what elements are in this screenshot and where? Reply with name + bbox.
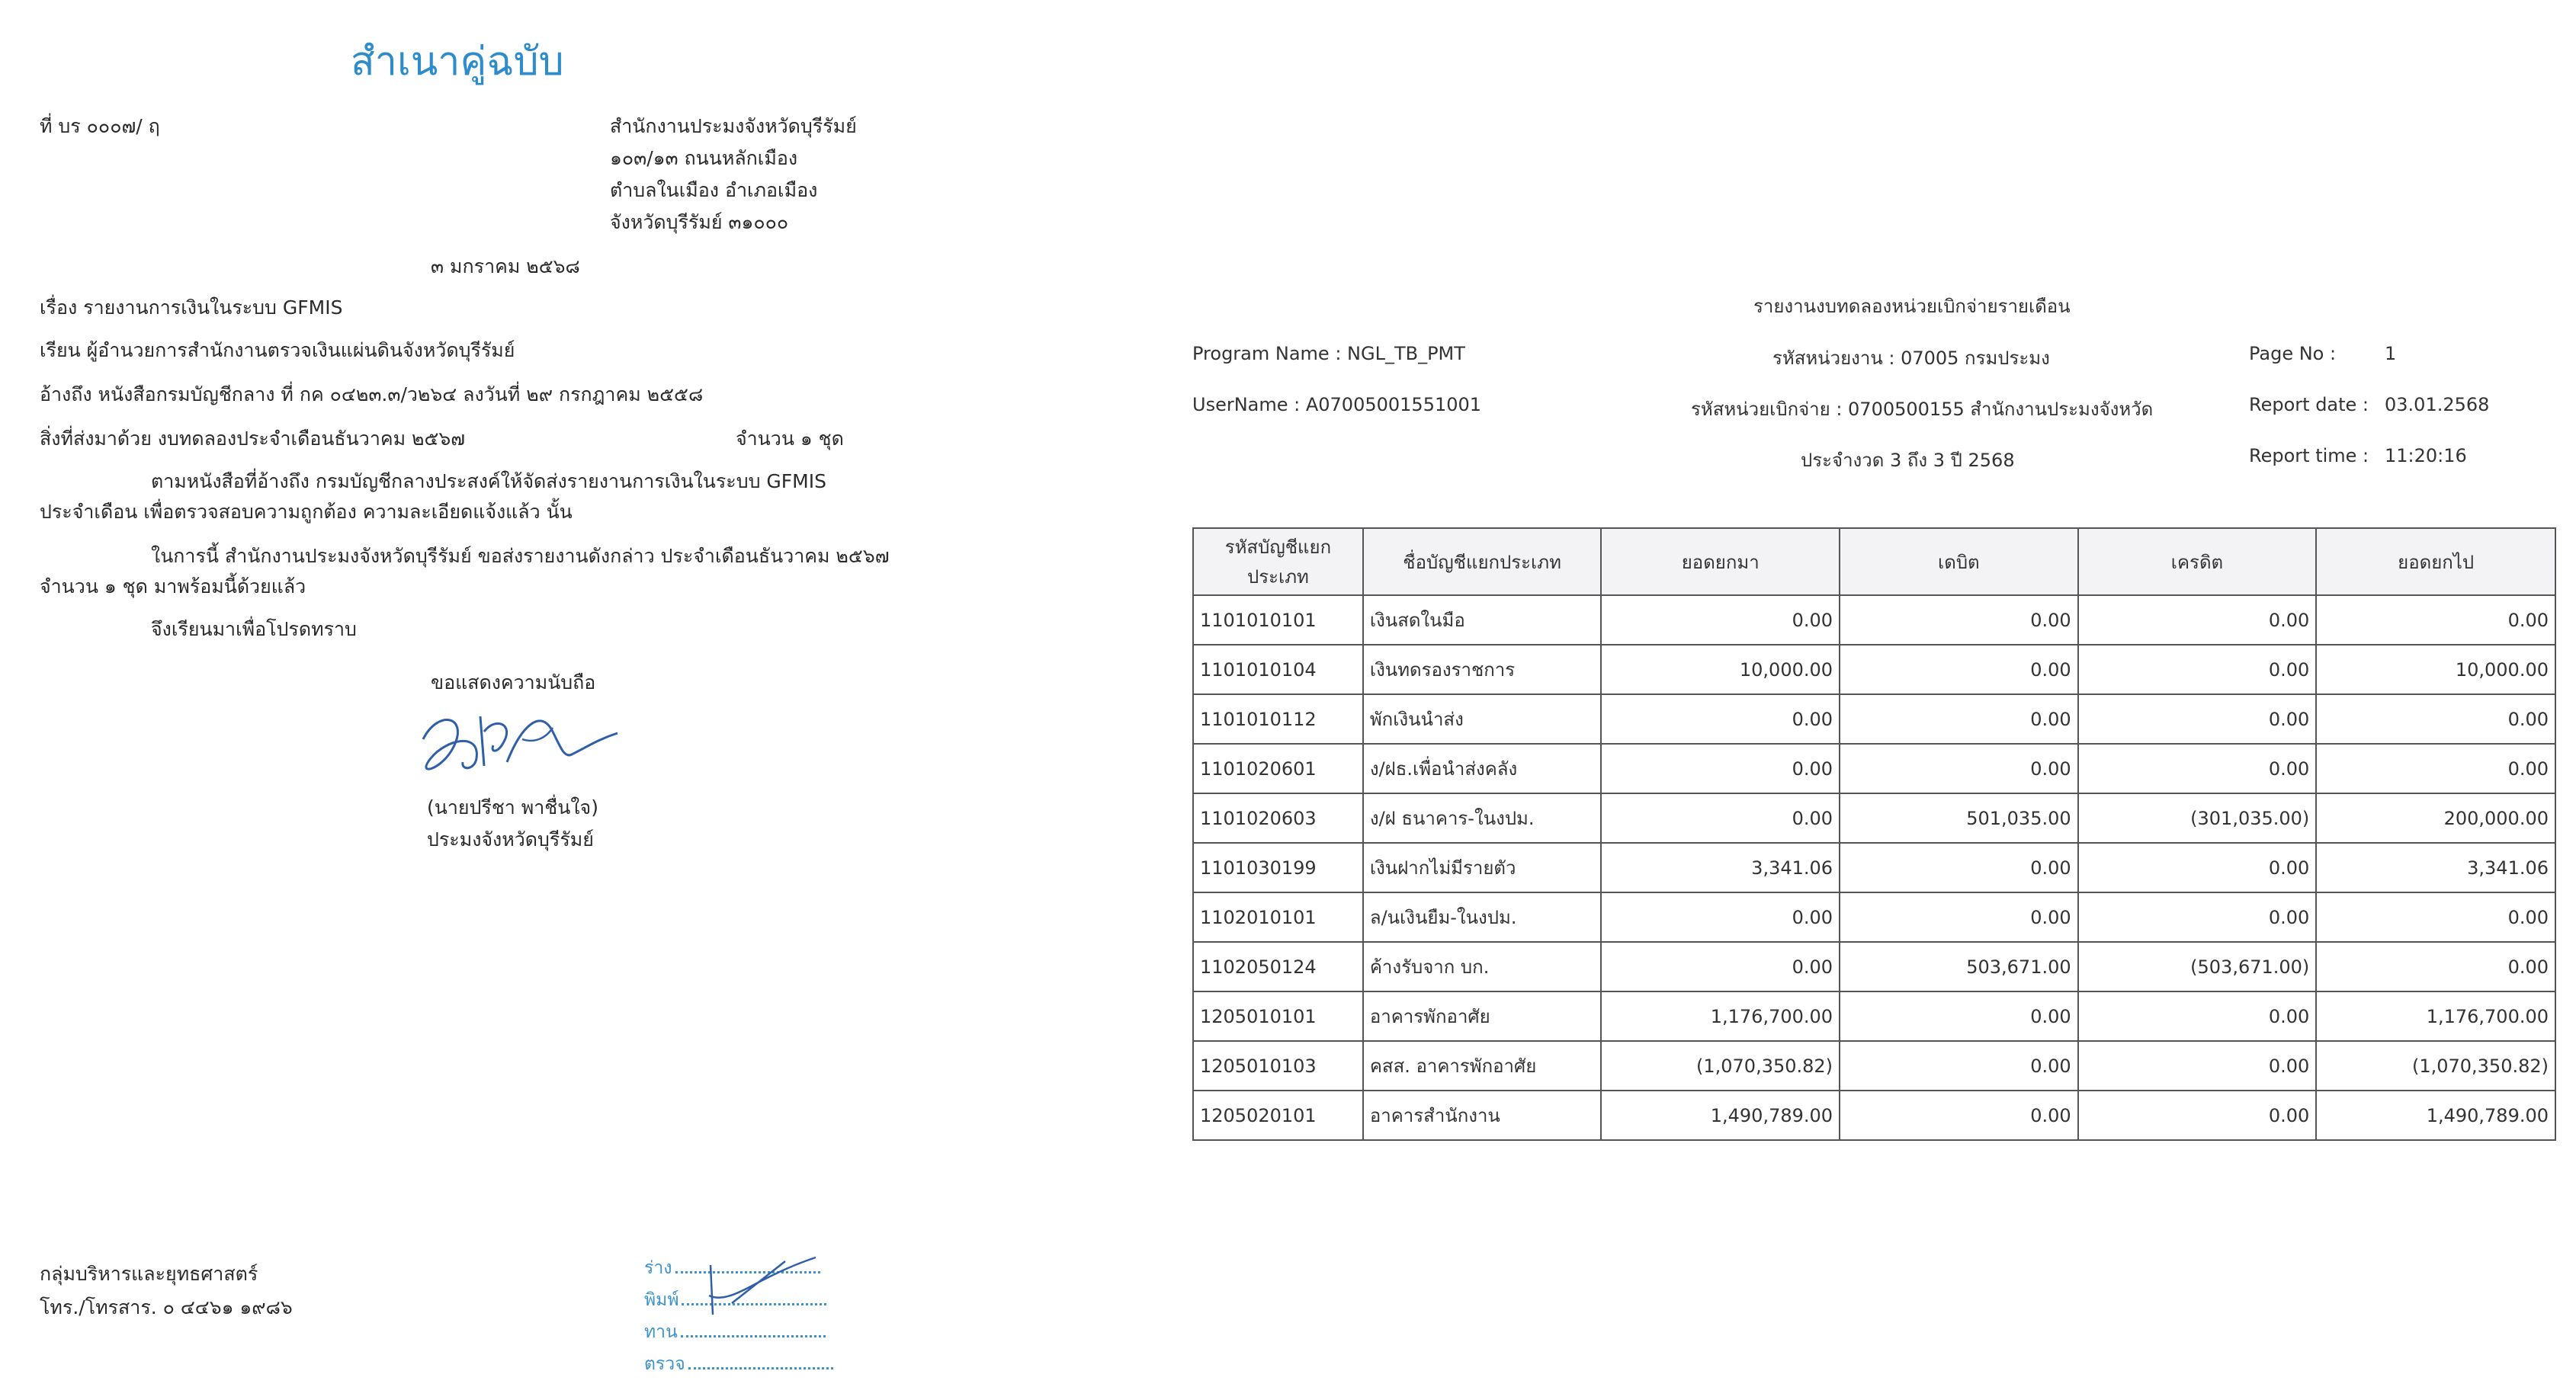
column-header-account-name: ชื่อบัญชีแยกประเภท [1363,528,1602,595]
debit-cell: 0.00 [1840,991,2078,1041]
closing: ขอแสดงความนับถือ [431,671,596,694]
closing-balance-cell: 200,000.00 [2316,793,2555,843]
account-name-cell: คสส. อาคารพักอาศัย [1363,1041,1602,1091]
opening-balance-cell: 0.00 [1601,942,1840,991]
account-code-cell: 1101010101 [1193,595,1363,645]
report-date-label: Report date : [2249,394,2369,415]
opening-balance-cell: (1,070,350.82) [1601,1041,1840,1091]
table-row [1193,595,2555,645]
table-row [1193,942,2555,991]
account-name-cell: ล/นเงินยืม-ในงปม. [1363,892,1602,942]
account-name-cell: อาคารพักอาศัย [1363,991,1602,1041]
column-header-closing-balance: ยอดยกไป [2316,528,2555,595]
page-number-value: 1 [2385,343,2397,364]
report-time-value: 11:20:16 [2385,445,2467,466]
opening-balance-cell: 1,490,789.00 [1601,1091,1840,1140]
debit-cell: 0.00 [1840,595,2078,645]
enclosure-quantity: จำนวน ๑ ชุด [736,428,844,450]
signer-name: (นายปรีชา พาชื่นใจ) [427,796,598,818]
opening-balance-cell: 0.00 [1601,892,1840,942]
credit-cell: 0.00 [2078,843,2317,892]
credit-cell: 0.00 [2078,1041,2317,1091]
account-name-cell: ง/ฝ ธนาคาร-ในงปม. [1363,793,1602,843]
account-code-cell: 1101020603 [1193,793,1363,843]
account-name-cell: ง/ฝธ.เพื่อนำส่งคลัง [1363,744,1602,793]
page-number-label: Page No : [2249,343,2337,364]
account-code-cell: 1101020601 [1193,744,1363,793]
credit-cell: 0.00 [2078,645,2317,694]
column-header-account-code: รหัสบัญชีแยกประเภท [1193,528,1363,595]
trial-balance-table [1192,527,2556,1141]
opening-balance-cell: 1,176,700.00 [1601,991,1840,1041]
table-row [1193,1091,2555,1140]
username: UserName : A07005001551001 [1192,394,1482,415]
address-line-4: จังหวัดบุรีรัมย์ ๓๑๐๐๐ [610,211,789,233]
account-code-cell: 1101010104 [1193,645,1363,694]
closing-balance-cell: 0.00 [2316,744,2555,793]
credit-cell: 0.00 [2078,744,2317,793]
closing-balance-cell: 0.00 [2316,892,2555,942]
account-name-cell: อาคารสำนักงาน [1363,1091,1602,1140]
table-row [1193,793,2555,843]
account-name-cell: เงินทดรองราชการ [1363,645,1602,694]
report-title: รายงานงบทดลองหน่วยเบิกจ่ายรายเดือน [1753,296,2071,317]
closing-balance-cell: 10,000.00 [2316,645,2555,694]
column-header-debit: เดบิต [1840,528,2078,595]
disbursement-unit: รหัสหน่วยเบิกจ่าย : 0700500155 สำนักงานประมงจังหวัด [1691,399,2154,420]
credit-cell: (503,671.00) [2078,942,2317,991]
opening-balance-cell: 3,341.06 [1601,843,1840,892]
address-line-1: สำนักงานประมงจังหวัดบุรีรัมย์ [610,115,857,137]
debit-cell: 0.00 [1840,744,2078,793]
doc-number: ที่ บร ๐๐๐๗/ ฤ [40,115,160,137]
signer-title: ประมงจังหวัดบุรีรัมย์ [427,828,594,850]
debit-cell: 0.00 [1840,645,2078,694]
debit-cell: 0.00 [1840,1091,2078,1140]
agency-code: รหัสหน่วยงาน : 07005 กรมประมง [1772,348,2050,369]
footer-telephone: โทร./โทรสาร. ๐ ๔๔๖๑ ๑๙๘๖ [40,1296,293,1318]
debit-cell: 503,671.00 [1840,942,2078,991]
table-row [1193,843,2555,892]
credit-cell: 0.00 [2078,1091,2317,1140]
account-code-cell: 1101010112 [1193,694,1363,744]
closing-balance-cell: 1,176,700.00 [2316,991,2555,1041]
table-row [1193,645,2555,694]
paragraph-3: จึงเรียนมาเพื่อโปรดทราบ [151,618,357,640]
account-name-cell: เงินสดในมือ [1363,595,1602,645]
footer-department: กลุ่มบริหารและยุทธศาสตร์ [40,1263,258,1285]
paragraph-1-line-1: ตามหนังสือที่อ้างถึง กรมบัญชีกลางประสงค์ให้จัดส่งรายงานการเงินในระบบ GFMIS [151,470,826,492]
debit-cell: 0.00 [1840,892,2078,942]
account-code-cell: 1102010101 [1193,892,1363,942]
report-date-value: 03.01.2568 [2385,394,2490,415]
closing-balance-cell: 3,341.06 [2316,843,2555,892]
account-name-cell: พักเงินนำส่ง [1363,694,1602,744]
routing-proofread: ทาน [644,1318,826,1346]
account-name-cell: เงินฝากไม่มีรายตัว [1363,843,1602,892]
credit-cell: 0.00 [2078,991,2317,1041]
routing-initial-mark [701,1250,823,1318]
column-header-opening-balance: ยอดยกมา [1601,528,1840,595]
closing-balance-cell: 0.00 [2316,942,2555,991]
letter-subject: เรื่อง รายงานการเงินในระบบ GFMIS [40,296,343,319]
debit-cell: 0.00 [1840,694,2078,744]
opening-balance-cell: 0.00 [1601,793,1840,843]
copy-stamp: สำเนาคู่ฉบับ [351,39,564,85]
report-time-label: Report time : [2249,445,2369,466]
credit-cell: 0.00 [2078,694,2317,744]
table-row [1193,744,2555,793]
account-name-cell: ค้างรับจาก บก. [1363,942,1602,991]
debit-cell: 0.00 [1840,1041,2078,1091]
table-row [1193,694,2555,744]
account-code-cell: 1101030199 [1193,843,1363,892]
table-row [1193,892,2555,942]
closing-balance-cell: (1,070,350.82) [2316,1041,2555,1091]
credit-cell: 0.00 [2078,892,2317,942]
address-line-3: ตำบลในเมือง อำเภอเมือง [610,179,818,201]
account-code-cell: 1205010103 [1193,1041,1363,1091]
closing-balance-cell: 1,490,789.00 [2316,1091,2555,1140]
report-period: ประจำงวด 3 ถึง 3 ปี 2568 [1801,450,2015,471]
letter-date: ๓ มกราคม ๒๕๖๘ [431,255,580,277]
column-header-credit: เครดิต [2078,528,2317,595]
paragraph-1-line-2: ประจำเดือน เพื่อตรวจสอบความถูกต้อง ความละเอียดแจ้งแล้ว นั้น [40,501,573,523]
opening-balance-cell: 0.00 [1601,694,1840,744]
letter-reference: อ้างถึง หนังสือกรมบัญชีกลาง ที่ กค ๐๔๒๓.๓/ว๒๖๔ ลงวันที่ ๒๙ กรกฎาคม ๒๕๕๘ [40,383,704,405]
credit-cell: 0.00 [2078,595,2317,645]
opening-balance-cell: 10,000.00 [1601,645,1840,694]
letter-enclosure: สิ่งที่ส่งมาด้วย งบทดลองประจำเดือนธันวาคม ๒๕๖๗ [40,428,466,450]
program-name: Program Name : NGL_TB_PMT [1192,343,1465,364]
debit-cell: 0.00 [1840,843,2078,892]
paragraph-2-line-1: ในการนี้ สำนักงานประมงจังหวัดบุรีรัมย์ ขอส่งรายงานดังกล่าว ประจำเดือนธันวาคม ๒๕๖๗ [151,545,890,567]
account-code-cell: 1205020101 [1193,1091,1363,1140]
debit-cell: 501,035.00 [1840,793,2078,843]
paragraph-2-line-2: จำนวน ๑ ชุด มาพร้อมนี้ด้วยแล้ว [40,575,306,597]
account-code-cell: 1205010101 [1193,991,1363,1041]
opening-balance-cell: 0.00 [1601,595,1840,645]
opening-balance-cell: 0.00 [1601,744,1840,793]
table-header-row [1193,528,2555,595]
routing-checked: ตรวจ [644,1350,833,1378]
credit-cell: (301,035.00) [2078,793,2317,843]
account-code-cell: 1102050124 [1193,942,1363,991]
letter-recipient: เรียน ผู้อำนวยการสำนักงานตรวจเงินแผ่นดินจังหวัดบุรีรัมย์ [40,339,515,361]
routing-draft: ร่าง [644,1254,820,1282]
closing-balance-cell: 0.00 [2316,694,2555,744]
signature-image [408,686,621,785]
routing-typed: พิมพ์ [644,1286,826,1314]
address-line-2: ๑๐๓/๑๓ ถนนหลักเมือง [610,147,798,169]
table-row [1193,1041,2555,1091]
table-row [1193,991,2555,1041]
closing-balance-cell: 0.00 [2316,595,2555,645]
